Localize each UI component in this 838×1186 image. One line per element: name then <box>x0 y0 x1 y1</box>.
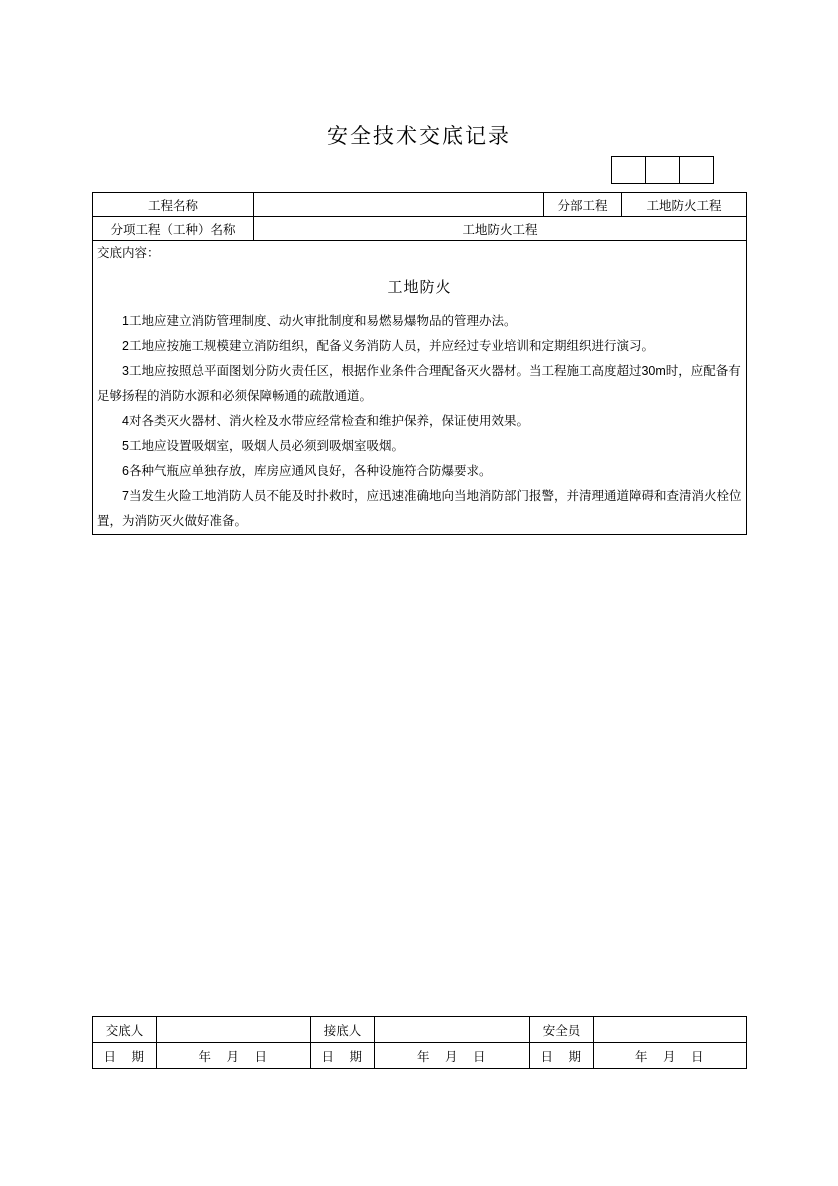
content-cell <box>93 241 747 535</box>
code-box-3[interactable] <box>680 157 714 183</box>
project-name-value[interactable] <box>254 193 544 217</box>
content-label: 交底内容： <box>97 246 160 260</box>
briefer-label: 交底人 <box>93 1017 157 1043</box>
receiver-label: 接底人 <box>311 1017 375 1043</box>
page-title: 安全技术交底记录 <box>327 125 511 148</box>
division-label: 分部工程 <box>544 193 622 217</box>
safety-officer-date-value[interactable]: 年 月 日 <box>594 1043 747 1069</box>
briefer-value[interactable] <box>157 1017 311 1043</box>
header-table <box>92 192 747 535</box>
content-paragraph: 1工地应建立消防管理制度、动火审批制度和易燃易爆物品的管理办法。 <box>122 313 517 328</box>
briefer-date-value[interactable]: 年 月 日 <box>157 1043 311 1069</box>
code-box-1[interactable] <box>612 157 646 183</box>
content-paragraph: 5工地应设置吸烟室，吸烟人员必须到吸烟室吸烟。 <box>122 438 404 453</box>
table-row-signers <box>93 1017 747 1043</box>
table-row-subproject <box>93 217 747 241</box>
content-paragraph: 2工地应按施工规模建立消防组织，配备义务消防人员，并应经过专业培训和定期组织进行演习。 <box>122 338 654 353</box>
project-name-label: 工程名称 <box>93 193 254 217</box>
code-boxes <box>611 156 714 184</box>
table-row-project <box>93 193 747 217</box>
content-paragraph: 4对各类灭火器材、消火栓及水带应经常检查和维护保养，保证使用效果。 <box>122 413 529 428</box>
signature-table <box>92 1016 747 1069</box>
safety-officer-value[interactable] <box>594 1017 747 1043</box>
content-paragraph: 6各种气瓶应单独存放，库房应通风良好，各种设施符合防爆要求。 <box>122 463 492 478</box>
table-row-content <box>93 241 747 535</box>
safety-officer-label: 安全员 <box>530 1017 594 1043</box>
safety-officer-date-label: 日 期 <box>530 1043 594 1069</box>
subproject-value[interactable]: 工地防火工程 <box>254 217 747 241</box>
code-box-2[interactable] <box>646 157 680 183</box>
receiver-date-value[interactable]: 年 月 日 <box>375 1043 530 1069</box>
content-paragraph: 3工地应按照总平面图划分防火责任区，根据作业条件合理配备灭火器材。当工程施工高度超过30m时，应配备有足够扬程的消防水源和必须保障畅通的疏散通道。 <box>97 363 741 403</box>
briefer-date-label: 日 期 <box>93 1043 157 1069</box>
division-value[interactable]: 工地防火工程 <box>622 193 747 217</box>
receiver-value[interactable] <box>375 1017 530 1043</box>
content-heading: 工地防火 <box>387 279 452 297</box>
receiver-date-label: 日 期 <box>311 1043 375 1069</box>
table-row-dates <box>93 1043 747 1069</box>
subproject-label: 分项工程（工种）名称 <box>93 217 254 241</box>
content-paragraph: 7当发生火险工地消防人员不能及时扑救时，应迅速准确地向当地消防部门报警，并清理通道障碍和查清消火栓位置，为消防灭火做好准备。 <box>97 488 742 528</box>
